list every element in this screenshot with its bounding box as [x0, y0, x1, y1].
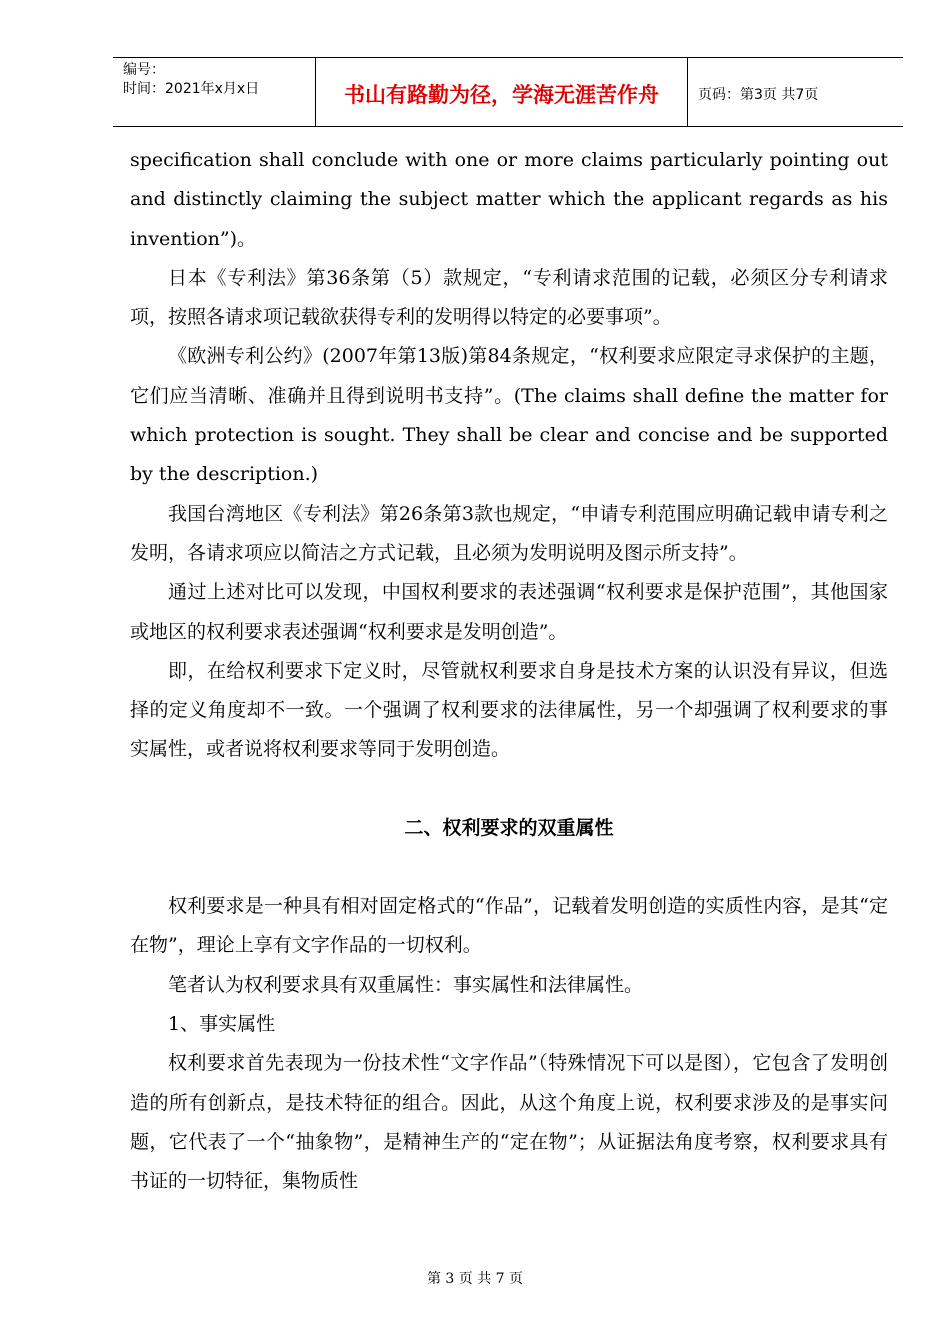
- header-meta: [113, 58, 315, 126]
- page-header: [113, 57, 903, 127]
- paragraph-3: 《欧洲专利公约》(2007年第13版)第84条规定，“权利要求应限定寻求保护的主题，它们应当清晰、准确并且得到说明书支持”。(The claims shall define the matter for which protection is sought. They shall be clear and concise and be supported by the description.): [130, 345, 888, 486]
- spacer: [130, 770, 888, 809]
- document-body: [130, 141, 888, 1201]
- header-motto: 书山有路勤为径，学海无涯苦作舟: [315, 58, 688, 126]
- paragraph-7: 权利要求是一种具有相对固定格式的“作品”，记载着发明创造的实质性内容，是其“定在物”，理论上享有文字作品的一切权利。: [130, 895, 888, 957]
- paragraph-4: 我国台湾地区《专利法》第26条第3款也规定，“申请专利范围应明确记载申请专利之发明，各请求项应以简洁之方式记载，且必须为发明说明及图示所支持”。: [130, 502, 888, 564]
- header-page-info: 页码：第3页 共7页: [698, 87, 819, 103]
- section-heading: 二、权利要求的双重属性: [404, 816, 614, 839]
- paragraph-2: 日本《专利法》第36条第（5）款规定，“专利请求范围的记载，必须区分专利请求项，按照各请求项记载欲获得专利的发明得以特定的必要事项”。: [130, 266, 888, 329]
- paragraph-8: 笔者认为权利要求具有双重属性：事实属性和法律属性。: [168, 973, 644, 996]
- page-footer: 第 3 页 共 7 页: [426, 1271, 524, 1287]
- paragraph-1: specification shall conclude with one or more claims particularly pointing out and distinctly claiming the subject matter which the applicant regards as his invention”)。: [130, 149, 888, 250]
- time-label: 时间：2021年x月x日: [123, 81, 260, 97]
- paragraph-6: 即，在给权利要求下定义时，尽管就权利要求自身是技术方案的认识没有异议，但选择的定义角度却不一致。一个强调了权利要求的法律属性，另一个却强调了权利要求的事实属性，或者说将权利要求等同于发明创造。: [130, 659, 888, 761]
- paragraph-5: 通过上述对比可以发现，中国权利要求的表述强调“权利要求是保护范围”，其他国家或地区的权利要求表述强调“权利要求是发明创造”。: [130, 581, 888, 643]
- paragraph-9: 1、事实属性: [168, 1012, 276, 1035]
- spacer: [130, 848, 888, 887]
- paragraph-10: 权利要求首先表现为一份技术性“文字作品”（特殊情况下可以是图），它包含了发明创造的所有创新点，是技术特征的组合。因此，从这个角度上说，权利要求涉及的是事实问题，它代表了一个“抽象物”，是精神生产的“定在物”；从证据法角度考察，权利要求具有书证的一切特征，集物质性: [130, 1052, 888, 1193]
- number-label: 编号：: [123, 62, 165, 78]
